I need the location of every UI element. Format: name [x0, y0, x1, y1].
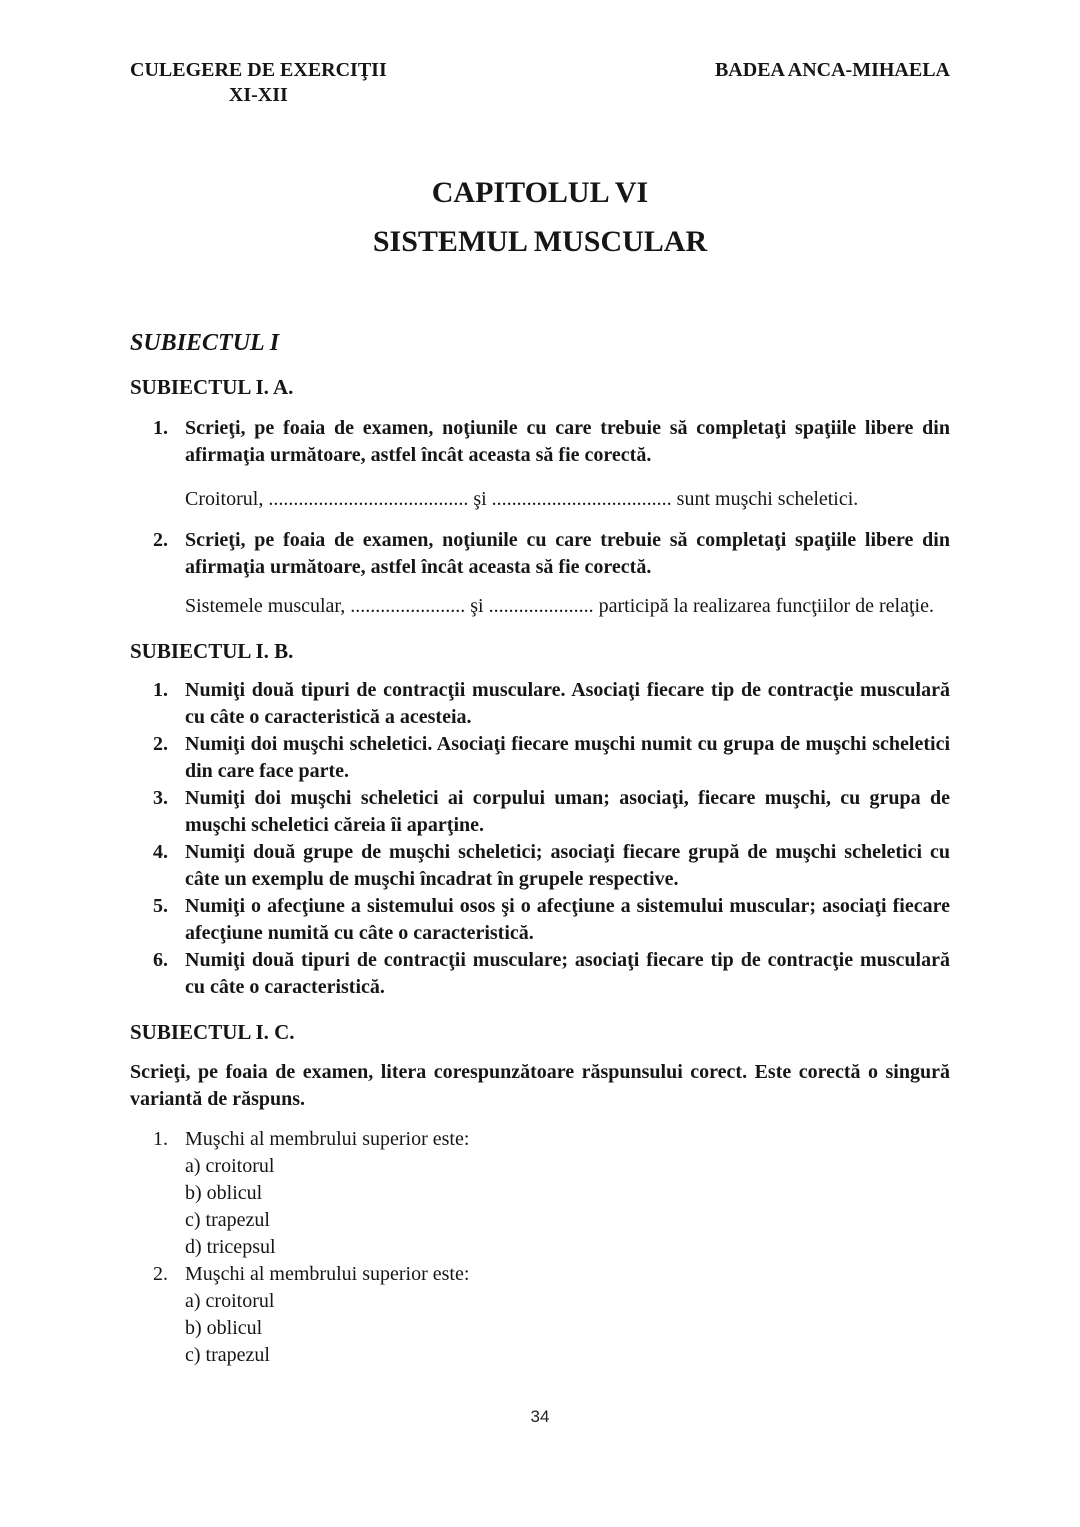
- exercise-item-b4: [130, 839, 950, 893]
- book-title: CULEGERE DE EXERCIŢII: [130, 59, 387, 81]
- item-number: 5.: [153, 895, 168, 917]
- item-number: 2.: [153, 529, 168, 551]
- author-name: BADEA ANCA-MIHAELA: [714, 59, 950, 81]
- question-text: Muşchi al membrului superior este:: [185, 1128, 470, 1150]
- exercise-item-b6: [130, 947, 950, 1001]
- answer-option: b) oblicul: [185, 1182, 263, 1204]
- chapter-title: CAPITOLUL VI: [431, 176, 649, 209]
- item-text: Numiţi două grupe de muşchi scheletici; asociaţi fiecare grupă de muşchi scheletici cu câte un exemplu de muşchi încadrat în grupele respective.: [185, 841, 950, 890]
- part-a-heading: SUBIECTUL I. A.: [130, 375, 294, 399]
- question-c2: [130, 1261, 950, 1288]
- fill-in-statement-2: Sistemele muscular, ....................... şi ..................... participă la realizarea funcţiilor de relaţie.: [185, 595, 934, 617]
- book-volume: XI-XII: [228, 84, 288, 106]
- item-number: 4.: [153, 841, 168, 863]
- subject-heading: SUBIECTUL I: [130, 330, 280, 356]
- answer-option: c) trapezul: [185, 1344, 270, 1366]
- item-text: Numiţi doi muşchi scheletici. Asociaţi fiecare muşchi numit cu grupa de muşchi scheletici din care face parte.: [185, 733, 950, 782]
- item-text: Numiţi două tipuri de contracţii musculare; asociaţi fiecare tip de contracţie musculară cu câte o caracteristică.: [185, 949, 950, 998]
- question-number: 1.: [153, 1128, 168, 1150]
- part-b-list: [130, 677, 950, 1001]
- exercise-item-b2: [130, 731, 950, 785]
- item-number: 1.: [153, 679, 168, 701]
- item-prompt: Scrieţi, pe foaia de examen, noţiunile cu care trebuie să completaţi spaţiile libere din afirmaţia următoare, astfel încât aceasta să fie corectă.: [185, 417, 950, 466]
- item-text: Numiţi doi muşchi scheletici ai corpului uman; asociaţi, fiecare muşchi, cu grupa de muşchi scheletici căreia îi aparţine.: [185, 787, 950, 836]
- question-c1: [130, 1126, 950, 1153]
- exercise-item-b3: [130, 785, 950, 839]
- question-number: 2.: [153, 1263, 168, 1285]
- page-header: [130, 58, 950, 108]
- exercise-item-a2: [130, 527, 950, 581]
- item-number: 6.: [153, 949, 168, 971]
- item-number: 1.: [153, 417, 168, 439]
- part-c-heading: SUBIECTUL I. C.: [130, 1020, 295, 1044]
- item-number: 2.: [153, 733, 168, 755]
- answer-option: d) tricepsul: [185, 1236, 276, 1258]
- exercise-item-a1: [130, 415, 950, 469]
- answer-option: c) trapezul: [185, 1209, 270, 1231]
- part-b-heading: SUBIECTUL I. B.: [130, 639, 294, 663]
- item-text: Numiţi o afecţiune a sistemului osos şi o afecţiune a sistemului muscular; asociaţi fiecare afecţiune numită cu câte o caracteristică.: [185, 895, 950, 944]
- item-text: Numiţi două tipuri de contracţii musculare. Asociaţi fiecare tip de contracţie musculară cu câte o caracteristică a acesteia.: [185, 679, 950, 728]
- page-number: 34: [530, 1407, 550, 1426]
- exercise-item-b1: [130, 677, 950, 731]
- book-title-block: [130, 58, 387, 108]
- answer-option: b) oblicul: [185, 1317, 263, 1339]
- exercise-item-b5: [130, 893, 950, 947]
- part-c-list: [130, 1126, 950, 1369]
- chapter-subtitle: SISTEMUL MUSCULAR: [372, 225, 708, 258]
- item-prompt: Scrieţi, pe foaia de examen, noţiunile cu care trebuie să completaţi spaţiile libere din afirmaţia următoare, astfel încât aceasta să fie corectă.: [185, 529, 950, 578]
- item-number: 3.: [153, 787, 168, 809]
- fill-in-statement-1: Croitorul, ........................................ şi .................................... sunt muşchi scheletici.: [185, 488, 859, 510]
- question-text: Muşchi al membrului superior este:: [185, 1263, 470, 1285]
- answer-option: a) croitorul: [185, 1290, 275, 1312]
- answer-option: a) croitorul: [185, 1155, 275, 1177]
- part-c-instructions: Scrieţi, pe foaia de examen, litera corespunzătoare răspunsului corect. Este corectă o singură variantă de răspuns.: [130, 1061, 950, 1110]
